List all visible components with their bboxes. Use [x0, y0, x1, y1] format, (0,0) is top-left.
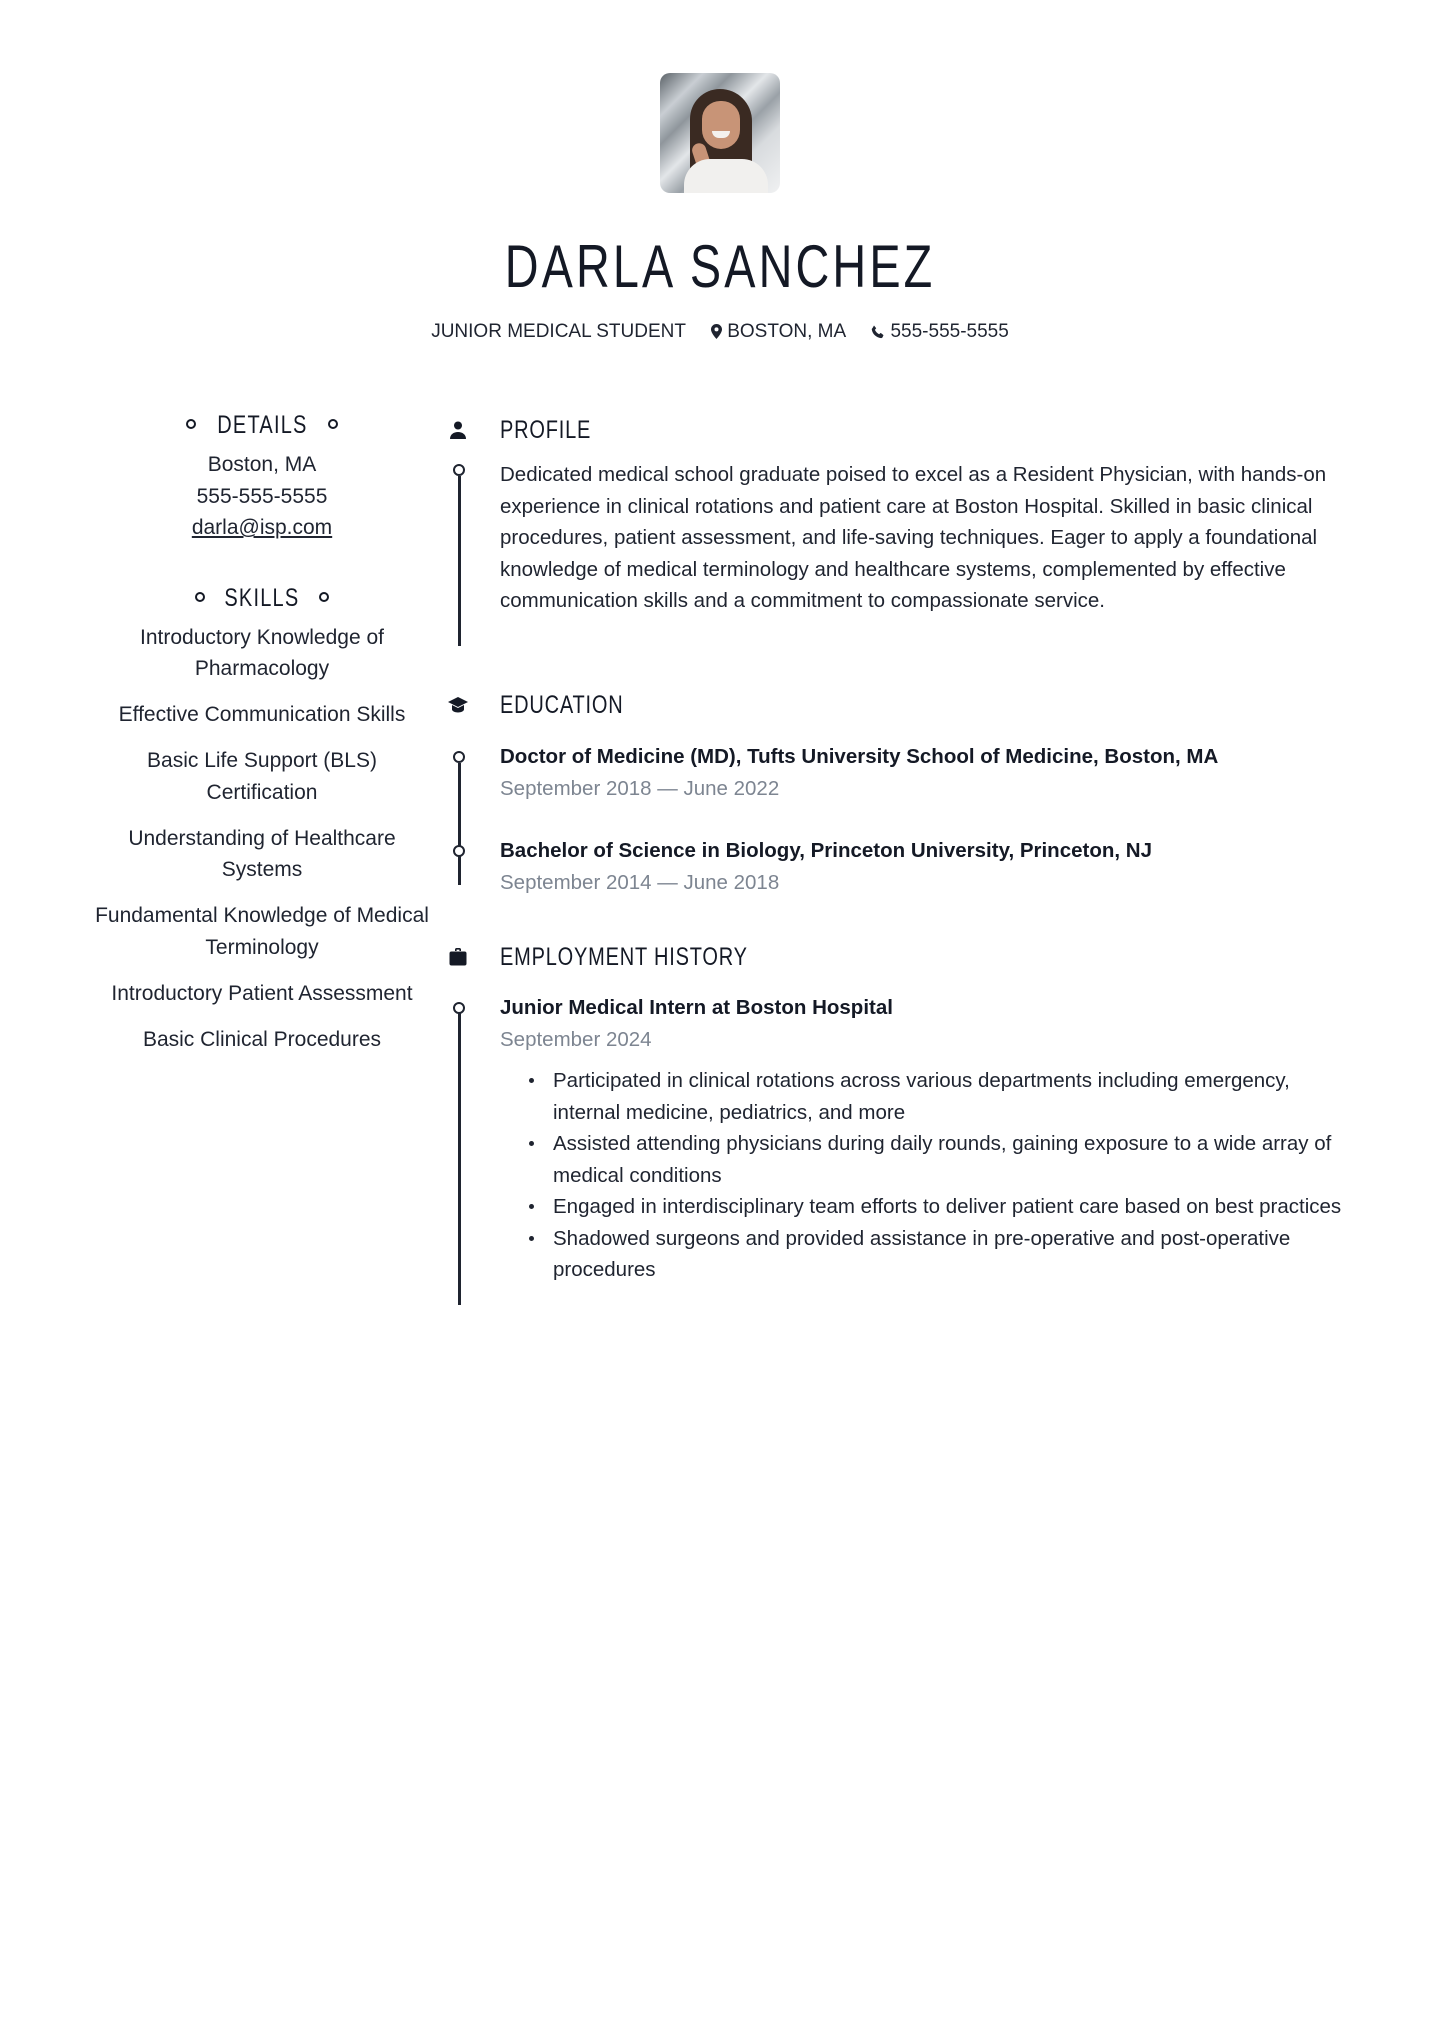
education-entry — [500, 835, 1360, 898]
skill-item: Introductory Knowledge of Pharmacology — [140, 625, 384, 680]
job-bullet: Assisted attending physicians during daily rounds, gaining exposure to a wide array of medical conditions — [553, 1128, 1360, 1191]
skill-item: Basic Clinical Procedures — [142, 1027, 382, 1051]
details-list — [90, 449, 434, 544]
details-heading — [90, 405, 434, 445]
profile-photo — [660, 73, 780, 193]
job-bullet: Shadowed surgeons and provided assistance in pre-operative and post-operative procedures — [553, 1223, 1360, 1286]
skill-item: Fundamental Knowledge of Medical Terminology — [95, 904, 429, 959]
timeline-line — [458, 476, 461, 646]
education-dates: September 2018 — June 2022 — [500, 776, 780, 800]
skills-heading — [90, 578, 434, 618]
education-heading — [440, 685, 1360, 725]
skill-item: Introductory Patient Assessment — [111, 981, 413, 1005]
profile-section — [440, 410, 1360, 650]
job-bullet: Engaged in interdisciplinary team efforts to deliver patient care based on best practices — [553, 1191, 1360, 1223]
timeline-dot — [453, 464, 465, 476]
employment-entry — [500, 992, 1360, 1286]
skill-item: Effective Communication Skills — [118, 703, 406, 726]
left-column — [90, 405, 434, 1070]
education-section — [440, 685, 1360, 895]
details-heading-text: DETAILS — [216, 411, 308, 439]
education-heading-text: EDUCATION — [500, 691, 624, 719]
timeline-dot — [453, 845, 465, 857]
skill-item: Understanding of Healthcare Systems — [128, 826, 396, 881]
ring-icon — [319, 592, 329, 602]
ring-icon — [328, 419, 338, 429]
details-phone: 555-555-5555 — [196, 484, 328, 508]
education-entry — [500, 741, 1360, 804]
education-degree: Doctor of Medicine (MD), Tufts University School of Medicine, Boston, MA — [500, 745, 1219, 768]
profile-heading — [440, 410, 1360, 450]
job-dates: September 2024 — [500, 1027, 652, 1051]
phone-icon — [871, 325, 885, 339]
job-bullets — [500, 1065, 1360, 1286]
ring-icon — [195, 592, 205, 602]
details-email-link[interactable]: darla@isp.com — [191, 516, 333, 539]
timeline-line — [458, 763, 461, 885]
header-location — [711, 318, 846, 346]
education-dates: September 2014 — June 2018 — [500, 870, 780, 894]
header-subtitle — [0, 318, 1440, 346]
ring-icon — [186, 419, 196, 429]
briefcase-icon — [448, 947, 468, 967]
person-icon — [448, 420, 468, 440]
profile-heading-text: PROFILE — [500, 416, 592, 444]
job-title: JUNIOR MEDICAL STUDENT — [431, 321, 686, 342]
skills-heading-text: SKILLS — [224, 583, 300, 612]
map-pin-icon — [711, 324, 722, 339]
details-city: Boston, MA — [207, 453, 317, 476]
education-degree: Bachelor of Science in Biology, Princeton University, Princeton, NJ — [500, 839, 1152, 862]
job-bullet: Participated in clinical rotations across various departments including emergency, internal medicine, pediatrics, and more — [553, 1065, 1360, 1128]
timeline-line — [458, 1013, 461, 1305]
employment-section — [440, 937, 1360, 1317]
skills-list — [90, 622, 434, 1056]
skill-item: Basic Life Support (BLS) Certification — [147, 749, 377, 804]
job-title-line: Junior Medical Intern at Boston Hospital — [500, 996, 893, 1019]
candidate-name — [0, 232, 1440, 302]
candidate-name-text: DARLA SANCHEZ — [504, 233, 936, 300]
profile-text: Dedicated medical school graduate poised to excel as a Resident Physician, with hands-on experience in clinical rotations and patient care at Boston Hospital. Skilled in basic clinical procedures, patient assessment, and life-saving techniques. Eager to apply a foundational knowledge of medical terminology and healthcare systems, complemented by effective communication skills and a commitment to compassionate service. — [500, 463, 1327, 612]
employment-heading — [440, 937, 1360, 977]
header-phone-text: 555-555-5555 — [890, 321, 1009, 342]
header-location-text: BOSTON, MA — [727, 321, 847, 342]
graduation-cap-icon — [448, 695, 468, 715]
employment-heading-text: EMPLOYMENT HISTORY — [500, 943, 748, 971]
timeline-dot — [453, 1002, 465, 1014]
timeline-dot — [453, 751, 465, 763]
header-phone — [871, 318, 1008, 346]
